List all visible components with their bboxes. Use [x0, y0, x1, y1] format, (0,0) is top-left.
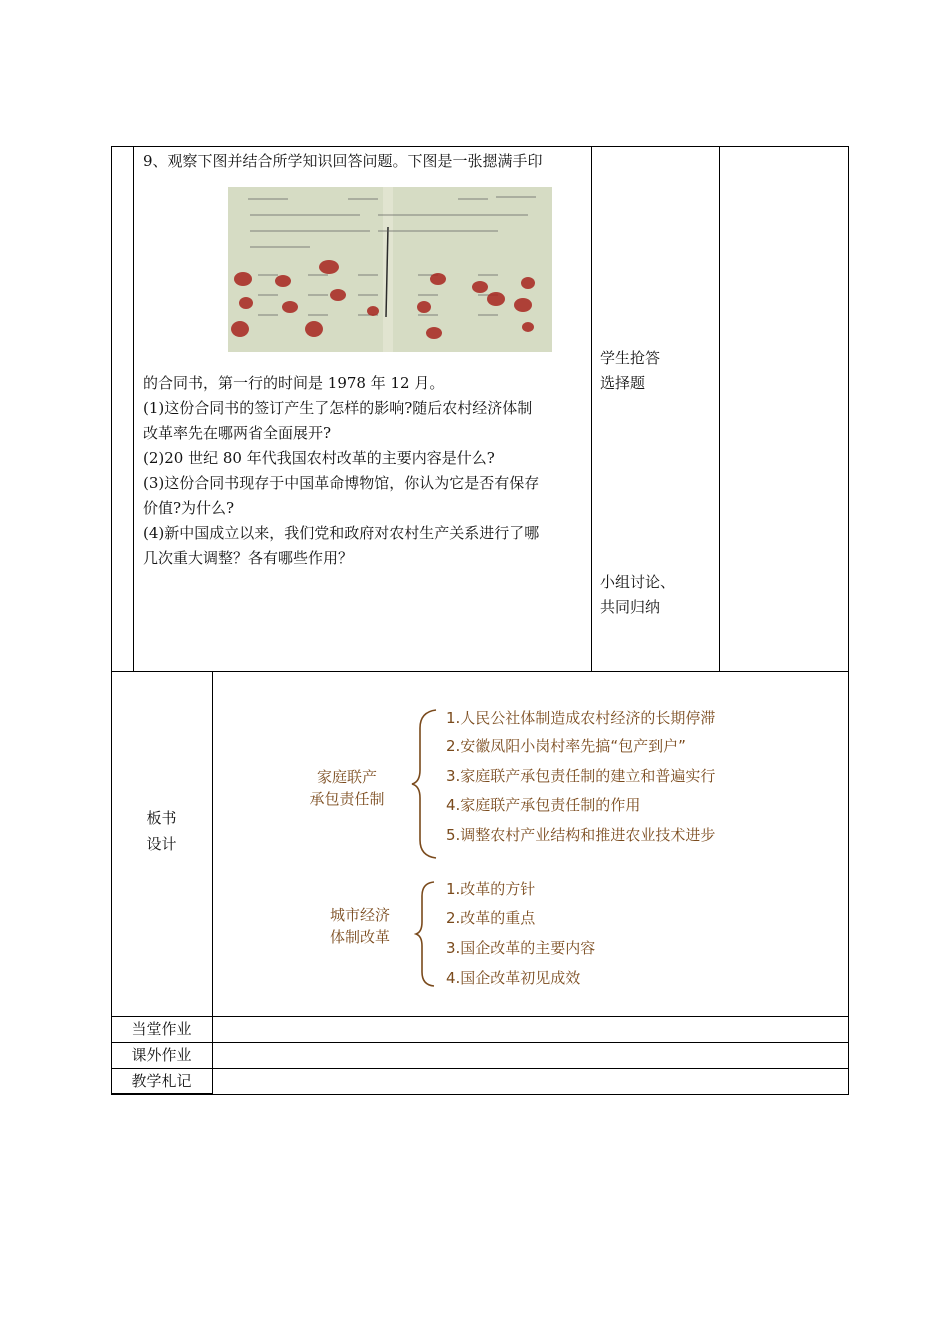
section1-title: [292, 766, 402, 810]
question-line-6: (3)这份合同书现存于中国革命博物馆，你认为它是否有保存: [143, 474, 540, 492]
section1-item-3: 3.家庭联产承包责任制的建立和普遍实行: [446, 767, 716, 785]
section1-item-4: 4.家庭联产承包责任制的作用: [446, 796, 641, 814]
question-line-5: (2)20 世纪 80 年代我国农村改革的主要内容是什么?: [143, 449, 495, 467]
question-line-8: (4)新中国成立以来，我们党和政府对农村生产关系进行了哪: [143, 524, 540, 542]
group-discussion-line-2: 共同归纳: [600, 598, 661, 616]
question-line-3: (1)这份合同书的签订产生了怎样的影响?随后农村经济体制: [143, 399, 533, 417]
student-answer-note: [600, 346, 660, 396]
question-line-7: 价值?为什么?: [143, 499, 235, 517]
board-design-label: [111, 805, 212, 857]
student-answer-line-1: 学生抢答: [600, 349, 661, 367]
section2-item-1: 1.改革的方针: [446, 880, 536, 898]
question-line-4: 改革率先在哪两省全面展开?: [143, 424, 332, 442]
section2-title: [305, 904, 415, 948]
section1-item-1: 1.人民公社体制造成农村经济的长期停滞: [446, 709, 716, 727]
contract-photo: [228, 187, 552, 352]
section1-title-line-2: 承包责任制: [309, 790, 385, 808]
section2-item-3: 3.国企改革的主要内容: [446, 939, 596, 957]
question-line-1: 9、观察下图并结合所学知识回答问题。下图是一张摁满手印: [143, 152, 543, 170]
group-discussion-note: [600, 570, 675, 620]
section1-brace: [410, 706, 440, 862]
section2-title-line-1: 城市经济: [329, 906, 390, 924]
contract-photo-illustration: [228, 187, 552, 352]
section2-brace: [414, 878, 438, 990]
group-discussion-line-1: 小组讨论、: [600, 573, 676, 591]
section2-item-4: 4.国企改革初见成效: [446, 969, 581, 987]
section1-item-2: 2.安徽凤阳小岗村率先搞“包产到户”: [446, 737, 686, 755]
question-line-2: 的合同书，第一行的时间是 1978 年 12 月。: [143, 374, 445, 392]
board-design-label-line-2: 设计: [146, 835, 177, 853]
board-design-label-line-1: 板书: [146, 809, 177, 827]
section2-title-line-2: 体制改革: [329, 928, 390, 946]
footer-row-homework: 课外作业: [131, 1046, 192, 1064]
question-line-9: 几次重大调整？各有哪些作用？: [143, 549, 354, 567]
section1-item-5: 5.调整农村产业结构和推进农业技术进步: [446, 826, 716, 844]
footer-row-teaching-notes: 教学札记: [131, 1072, 192, 1090]
footer-row-classwork: 当堂作业: [131, 1020, 192, 1038]
section1-title-line-1: 家庭联产: [316, 768, 377, 786]
section2-item-2: 2.改革的重点: [446, 909, 536, 927]
student-answer-line-2: 选择题: [600, 374, 646, 392]
